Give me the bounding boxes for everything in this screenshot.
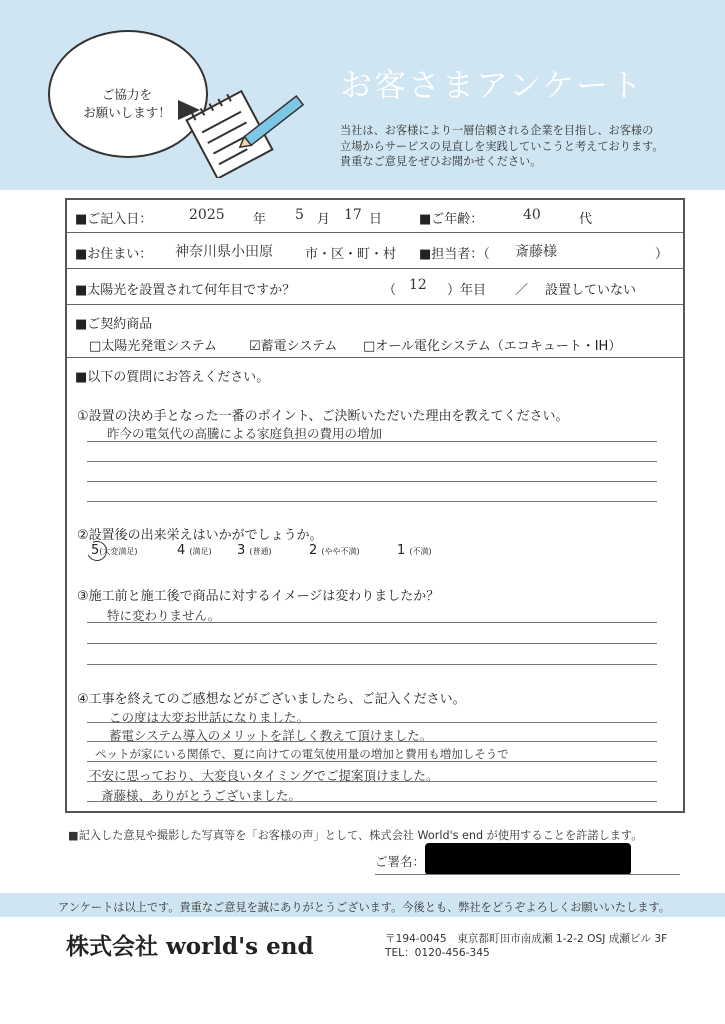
answer-1-line-2: [87, 461, 657, 462]
years-slash: ／: [515, 283, 529, 298]
answer-3-line-3: [87, 664, 657, 665]
day-unit: 日: [369, 212, 383, 227]
date-age-row: [67, 200, 683, 233]
answer-4-line-4[interactable]: 不安に思っており、大変良いタイミングでご提案頂けました。: [89, 768, 439, 783]
years-installed-row: [67, 269, 683, 305]
answer-1-line-1: [87, 441, 657, 442]
address-label: ■お住まい：: [75, 247, 153, 262]
company-address: 〒194-0045 東京都町田市南成瀬 1-2-2 OSJ 成瀬ビル 3F: [385, 933, 668, 945]
bubble-line-1: ご協力を: [101, 87, 152, 102]
question-2: ②設置後の出来栄えはいかがでしょうか。: [77, 528, 323, 543]
notepad-pencil-icon: [178, 78, 318, 178]
rating-4-option[interactable]: [177, 543, 212, 558]
address-value[interactable]: 神奈川県小田原: [175, 244, 273, 260]
rating-3-option[interactable]: [237, 543, 272, 558]
company-contact: [385, 932, 667, 960]
contract-products-row: [67, 305, 683, 358]
rating-2-note: (やや不満): [321, 547, 360, 556]
intro-line-2: 立場からサービスの見直しを実践していこうと考えております。: [340, 139, 664, 153]
question-4: ④工事を終えてのご感想などがございましたら、ご記入ください。: [77, 692, 466, 707]
rating-3-note: (普通): [249, 547, 272, 556]
bubble-line-2: お願いします！: [83, 105, 171, 120]
date-label: ■ご記入日：: [75, 212, 153, 227]
rating-2-number: 2: [309, 543, 318, 558]
product-all-electric-checkbox[interactable]: □オール電化システム（エコキュート・IH）: [363, 339, 622, 354]
intro-line-1: 当社は、お客様により一層信頼される企業を目指し、お客様の: [340, 124, 654, 137]
answer-1-line-3: [87, 481, 657, 482]
answer-3-line-2: [87, 643, 657, 644]
questions-title: ■以下の質問にお答えください。: [75, 370, 270, 385]
survey-title: お客さまアンケート: [340, 66, 645, 104]
speech-bubble-text: [62, 86, 192, 122]
years-value[interactable]: 12: [409, 277, 427, 293]
consent-text: ■記入した意見や撮影した写真等を「お客様の声」として、株式会社 World's end が使用することを許諾します。: [68, 829, 643, 842]
years-open: （: [383, 283, 397, 298]
rating-3-number: 3: [237, 543, 246, 558]
rating-1-number: 1: [397, 543, 406, 558]
footer-thanks: アンケートは以上です。貴重なご意見を誠にありがとうございます。今後とも、弊社をどうぞよろしくお願いいたします。: [58, 901, 670, 914]
rating-2-option[interactable]: [309, 543, 360, 558]
age-label: ■ご年齢：: [419, 212, 484, 227]
date-year-value[interactable]: 2025: [189, 207, 225, 223]
products-title: ■ご契約商品: [75, 317, 153, 332]
address-staff-row: [67, 233, 683, 269]
company-name: 株式会社 world's end: [66, 933, 314, 960]
staff-close: ）: [655, 247, 669, 262]
staff-label: ■担当者：（: [419, 247, 490, 262]
answer-4-line-5[interactable]: 斎藤様、ありがとうございました。: [101, 788, 302, 803]
not-installed-option[interactable]: 設置していない: [545, 283, 637, 298]
year-unit: 年: [253, 212, 267, 227]
date-month-value[interactable]: 5: [295, 207, 304, 223]
survey-form: [65, 198, 685, 813]
question-3: ③施工前と施工後で商品に対するイメージは変わりましたか？: [77, 589, 440, 604]
answer-4-rule-1: [87, 722, 657, 723]
answer-4-line-2[interactable]: 蓄電システム導入のメリットを詳しく教えて頂けました。: [109, 728, 433, 743]
answer-3[interactable]: 特に変わりません。: [107, 608, 221, 623]
intro-line-3: 貴重なご意見をぜひお聞かせください。: [340, 155, 542, 168]
answer-4-rule-5: [87, 801, 657, 802]
age-unit: 代: [579, 212, 593, 227]
month-unit: 月: [317, 212, 331, 227]
answer-4-rule-3: [87, 761, 657, 762]
answer-4-line-3[interactable]: ペットが家にいる関係で、夏に向けての電気使用量の増加と費用も増加しそうで: [95, 747, 509, 761]
rating-4-note: (満足): [189, 547, 212, 556]
years-question: ■太陽光を設置されて何年目ですか？: [75, 283, 296, 298]
age-value[interactable]: 40: [523, 207, 541, 223]
product-solar-checkbox[interactable]: □太陽光発電システム: [89, 339, 217, 354]
product-storage-checkbox[interactable]: ☑蓄電システム: [249, 339, 338, 354]
question-1: ①設置の決め手となった一番のポイント、ご決断いただいた理由を教えてください。: [77, 409, 569, 424]
signature-line[interactable]: [375, 874, 680, 875]
rating-1-note: (不満): [409, 547, 432, 556]
answer-1-line-4: [87, 501, 657, 502]
rating-5-number: 5: [91, 543, 100, 558]
staff-value[interactable]: 斎藤様: [515, 244, 557, 260]
redacted-signature: [425, 843, 631, 875]
answer-1[interactable]: 昨今の電気代の高騰による家庭負担の費用の増加: [107, 426, 383, 441]
date-day-value[interactable]: 17: [344, 207, 362, 223]
intro-text: [340, 123, 710, 170]
rating-1-option[interactable]: [397, 543, 432, 558]
answer-4-rule-2: [87, 741, 657, 742]
rating-5-option[interactable]: [91, 543, 138, 558]
answer-3-line-1: [87, 622, 657, 623]
answer-4-line-1[interactable]: この度は大変お世話になりました。: [109, 710, 310, 725]
rating-5-note: (大変満足): [99, 547, 138, 556]
rating-4-number: 4: [177, 543, 186, 558]
answer-4-rule-4: [87, 781, 657, 782]
company-tel: TEL：0120-456-345: [385, 947, 490, 959]
years-close: ）年目: [447, 283, 487, 298]
signature-label: ご署名：: [375, 854, 426, 869]
address-units: 市・区・町・村: [305, 247, 397, 262]
